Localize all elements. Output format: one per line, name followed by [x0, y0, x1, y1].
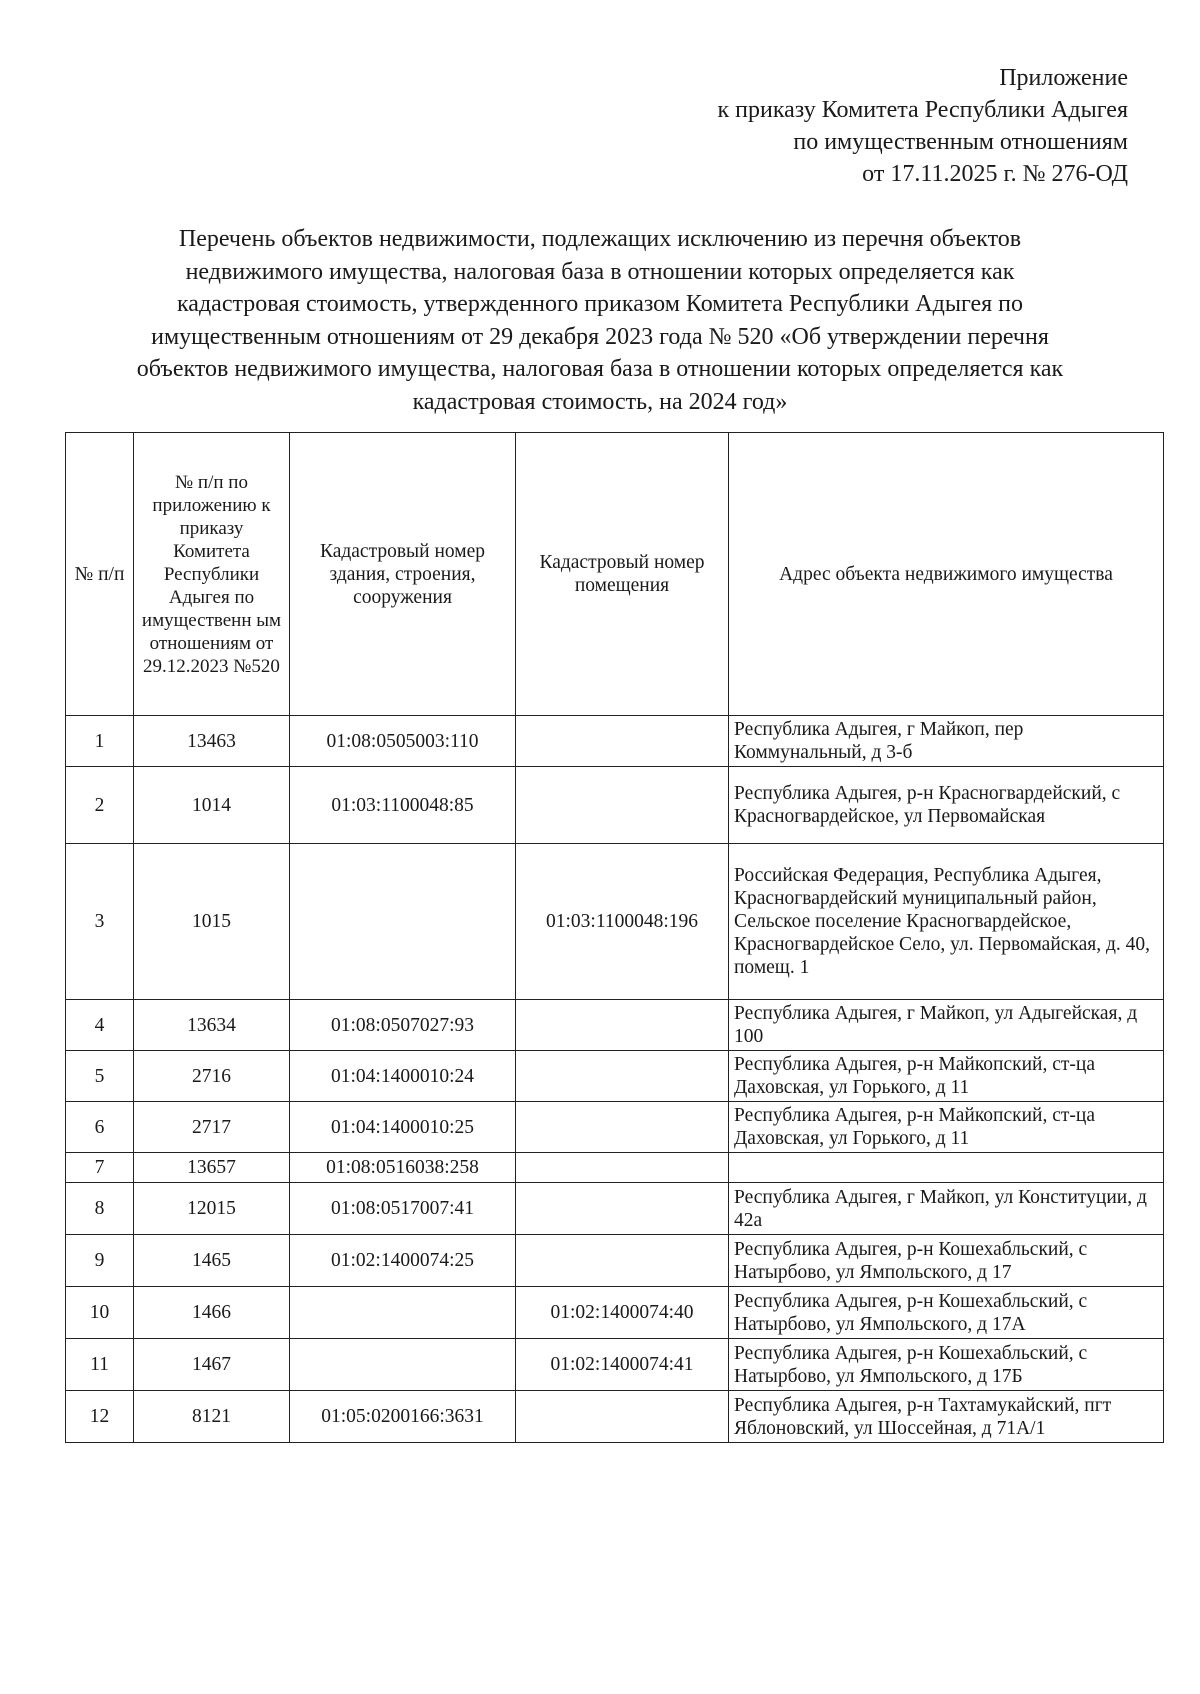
appendix-date-line: от 17.11.2025 г. № 276-ОД: [862, 161, 1128, 187]
table-row: [66, 1153, 1164, 1183]
header-address: Адрес объекта недвижимого имущества: [729, 433, 1164, 716]
cell-building: 01:04:1400010:24: [290, 1051, 516, 1102]
cell-building: [290, 844, 516, 1000]
title-line: кадастровая стоимость, на 2024 год»: [412, 388, 788, 415]
cell-room: [516, 1051, 729, 1102]
cell-building: 01:05:0200166:3631: [290, 1391, 516, 1443]
cell-address: Республика Адыгея, р-н Тахтамукайский, пгт Яблоновский, ул Шоссейная, д 71А/1: [729, 1391, 1164, 1443]
cell-num: 2: [66, 767, 134, 844]
appendix-committee-line: по имущественным отношениям: [793, 129, 1128, 155]
cell-num: 1: [66, 716, 134, 767]
cell-num: 9: [66, 1235, 134, 1287]
cell-room: 01:03:1100048:196: [516, 844, 729, 1000]
cell-ref: 1467: [134, 1339, 290, 1391]
document-title: [40, 223, 1160, 418]
appendix-label: Приложение: [999, 65, 1128, 91]
appendix-header: [568, 62, 1128, 190]
title-line: недвижимого имущества, налоговая база в отношении которых определяется как: [185, 258, 1015, 285]
cell-address: Республика Адыгея, р-н Кошехабльский, с Натырбово, ул Ямпольского, д 17А: [729, 1287, 1164, 1339]
table-row: [66, 1339, 1164, 1391]
cell-building: 01:08:0507027:93: [290, 1000, 516, 1051]
cell-room: [516, 1153, 729, 1183]
cell-ref: 13657: [134, 1153, 290, 1183]
cell-room: [516, 1102, 729, 1153]
cell-ref: 1014: [134, 767, 290, 844]
cell-building: 01:02:1400074:25: [290, 1235, 516, 1287]
title-line: Перечень объектов недвижимости, подлежащих исключению из перечня объектов: [178, 226, 1022, 252]
table-row: [66, 1051, 1164, 1102]
cell-num: 11: [66, 1339, 134, 1391]
cell-address: Республика Адыгея, р-н Майкопский, ст-ца Даховская, ул Горького, д 11: [729, 1102, 1164, 1153]
cell-num: 4: [66, 1000, 134, 1051]
cell-room: [516, 1000, 729, 1051]
cell-room: [516, 1235, 729, 1287]
header-building-cadastral: Кадастровый номер здания, строения, сооружения: [290, 433, 516, 716]
cell-address: Республика Адыгея, р-н Майкопский, ст-ца Даховская, ул Горького, д 11: [729, 1051, 1164, 1102]
table-row: [66, 1102, 1164, 1153]
cell-num: 3: [66, 844, 134, 1000]
appendix-order-line: к приказу Комитета Республики Адыгея: [717, 97, 1128, 123]
table-row: [66, 844, 1164, 1000]
cell-ref: 2716: [134, 1051, 290, 1102]
title-line: объектов недвижимого имущества, налоговая база в отношении которых определяется как: [136, 356, 1064, 382]
cell-ref: 13634: [134, 1000, 290, 1051]
cell-ref: 13463: [134, 716, 290, 767]
table-row: [66, 1287, 1164, 1339]
cell-address: [729, 1153, 1164, 1183]
cell-ref: 1466: [134, 1287, 290, 1339]
table-row: [66, 1183, 1164, 1235]
title-line: кадастровая стоимость, утвержденного приказом Комитета Республики Адыгея по: [177, 291, 1023, 317]
cell-num: 6: [66, 1102, 134, 1153]
title-line: имущественным отношениям от 29 декабря 2023 года № 520 «Об утверждении перечня: [151, 323, 1049, 350]
cell-address: Республика Адыгея, р-н Красногвардейский, с Красногвардейское, ул Первомайская: [729, 767, 1164, 844]
table-row: [66, 1235, 1164, 1287]
header-ref-number: № п/п по приложению к приказу Комитета Республики Адыгея по имущественн ым отношениям от 29.12.2023 №520: [134, 433, 290, 716]
cell-building: [290, 1339, 516, 1391]
cell-room: [516, 767, 729, 844]
property-table: [65, 432, 1164, 1443]
cell-building: [290, 1287, 516, 1339]
header-num: № п/п: [66, 433, 134, 716]
cell-ref: 1015: [134, 844, 290, 1000]
cell-address: Республика Адыгея, г Майкоп, ул Адыгейская, д 100: [729, 1000, 1164, 1051]
cell-num: 12: [66, 1391, 134, 1443]
cell-building: 01:08:0505003:110: [290, 716, 516, 767]
table-header-row: [66, 433, 1164, 716]
header-room-cadastral: Кадастровый номер помещения: [516, 433, 729, 716]
cell-building: 01:04:1400010:25: [290, 1102, 516, 1153]
cell-room: [516, 1391, 729, 1443]
cell-num: 8: [66, 1183, 134, 1235]
cell-num: 7: [66, 1153, 134, 1183]
cell-num: 10: [66, 1287, 134, 1339]
cell-room: [516, 1183, 729, 1235]
table-row: [66, 1391, 1164, 1443]
table-row: [66, 767, 1164, 844]
cell-room: [516, 716, 729, 767]
cell-address: Республика Адыгея, р-н Кошехабльский, с Натырбово, ул Ямпольского, д 17: [729, 1235, 1164, 1287]
cell-ref: 12015: [134, 1183, 290, 1235]
table-row: [66, 1000, 1164, 1051]
cell-address: Республика Адыгея, г Майкоп, ул Конституции, д 42а: [729, 1183, 1164, 1235]
cell-address: Республика Адыгея, г Майкоп, пер Коммунальный, д 3-б: [729, 716, 1164, 767]
table-row: [66, 716, 1164, 767]
cell-ref: 2717: [134, 1102, 290, 1153]
cell-building: 01:08:0516038:258: [290, 1153, 516, 1183]
cell-room: 01:02:1400074:41: [516, 1339, 729, 1391]
cell-num: 5: [66, 1051, 134, 1102]
cell-room: 01:02:1400074:40: [516, 1287, 729, 1339]
cell-building: 01:03:1100048:85: [290, 767, 516, 844]
cell-ref: 8121: [134, 1391, 290, 1443]
cell-building: 01:08:0517007:41: [290, 1183, 516, 1235]
cell-address: Российская Федерация, Республика Адыгея, Красногвардейский муниципальный район, Сельское поселение Красногвардейское, Красногвардейское Село, ул. Первомайская, д. 40, помещ. 1: [729, 844, 1164, 1000]
cell-address: Республика Адыгея, р-н Кошехабльский, с Натырбово, ул Ямпольского, д 17Б: [729, 1339, 1164, 1391]
cell-ref: 1465: [134, 1235, 290, 1287]
